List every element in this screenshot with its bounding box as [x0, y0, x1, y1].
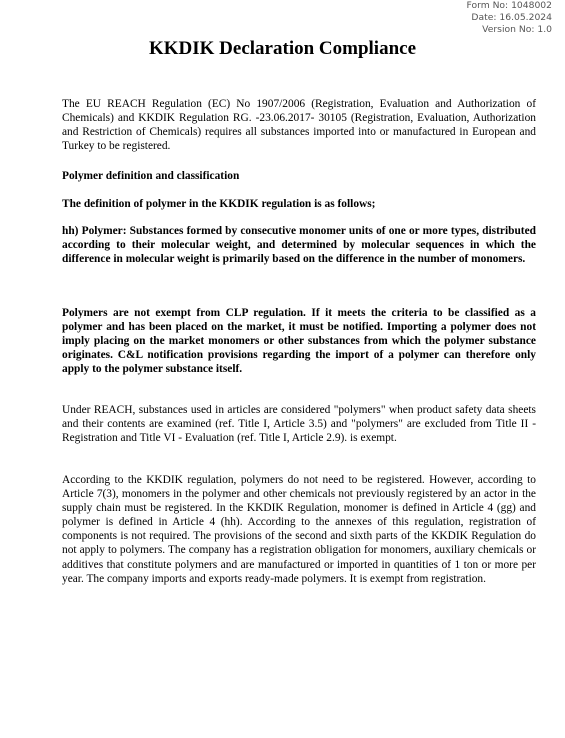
reach-paragraph: Under REACH, substances used in articles are considered "polymers" when product safety data sheets and their contents are examined (ref. Title I, Article 3.5) and "polymers" are excluded from Title II - Registration and Title VI - Evaluation (ref. Title I, Article 2.9). is exempt.	[62, 404, 536, 445]
intro-paragraph: The EU REACH Regulation (EC) No 1907/2006 (Registration, Evaluation and Authorization of Chemicals) and KKDIK Regulation RG. -23.06.2017- 30105 (Registration, Evaluation, Authorization and Restriction of Chemicals) requires all substances imported into or manufactured in European and Turkey to be registered.	[62, 98, 536, 153]
document-date: Date: 16.05.2024	[471, 12, 552, 23]
definition-intro: The definition of polymer in the KKDIK regulation is as follows;	[62, 198, 376, 210]
polymer-definition: hh) Polymer: Substances formed by consecutive monomer units of one or more types, distributed according to their molecular weight, and determined by molecular sequences in which the difference in molecular weight is primarily based on the difference in the number of monomers.	[62, 225, 536, 266]
polymer-heading: Polymer definition and classification	[62, 170, 240, 182]
document-title: KKDIK Declaration Compliance	[148, 38, 417, 59]
document-meta	[467, 0, 553, 36]
form-number: Form No: 1048002	[466, 0, 552, 11]
kkdik-paragraph: According to the KKDIK regulation, polymers do not need to be registered. However, according to Article 7(3), monomers in the polymer and other chemicals not previously registered by an actor in the supply chain must be registered. In the KKDIK Regulation, monomer is defined in Article 4 (gg) and polymer is defined in Article 4 (hh). According to the annexes of this regulation, registration of components is not required. The provisions of the second and sixth parts of the KKDIK Regulation do not apply to polymers. The company has a registration obligation for monomers, auxiliary chemicals or additives that constitute polymers and are manufactured or imported in quantities of 1 ton or more per year. The company imports and exports ready-made polymers. It is exempt from registration.	[62, 474, 536, 585]
version-number: Version No: 1.0	[482, 24, 552, 35]
clp-paragraph: Polymers are not exempt from CLP regulation. If it meets the criteria to be classified as a polymer and has been placed on the market, it must be notified. Importing a polymer does not imply placing on the market monomers or other substances from which the polymer substance originates. C&L notification provisions regarding the import of a polymer can therefore only apply to the polymer substance itself.	[62, 307, 536, 376]
